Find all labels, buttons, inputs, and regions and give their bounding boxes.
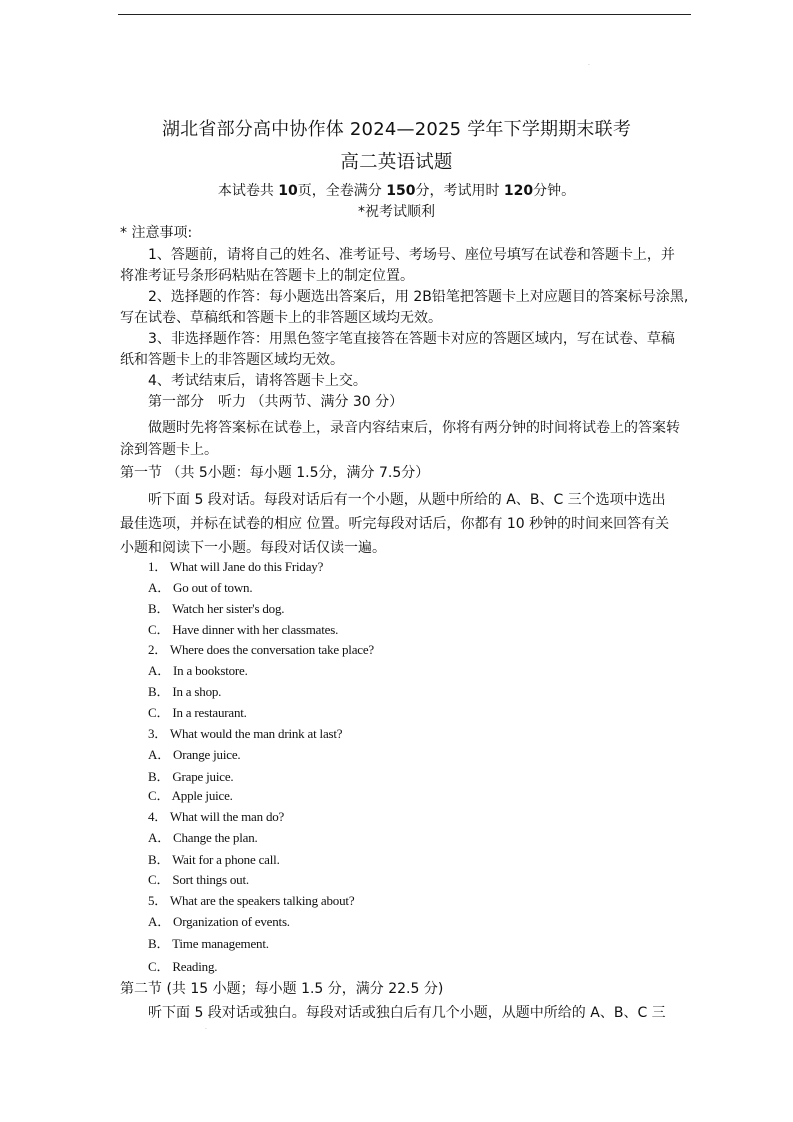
scan-dot: · — [205, 1026, 207, 1033]
section1-instr-line-3: 小题和阅读下一小题。每段对话仅读一遍。 — [120, 540, 386, 556]
note-2-line-1: 2、选择题的作答：每小题选出答案后，用 2B铅笔把答题卡上对应题目的答案标号涂黑, — [148, 289, 689, 305]
top-rule — [118, 14, 691, 15]
note-1-line-1: 1、答题前，请将自己的姓名、准考证号、考场号、座位号填写在试卷和答题卡上，并 — [148, 247, 675, 263]
q4-option-b: B． Wait for a phone call. — [148, 852, 280, 867]
q3-option-c: C． Apple juice. — [148, 788, 233, 803]
note-4: 4、考试结束后，请将答题卡上交。 — [148, 373, 367, 389]
q3-option-a: A． Orange juice. — [148, 747, 241, 762]
note-3-line-2: 纸和答题卡上的非答题区域均无效。 — [120, 352, 344, 368]
good-luck-wish: *祝考试顺利 — [358, 204, 435, 220]
part1-heading: 第一部分 听力 （共两节、满分 30 分） — [148, 394, 404, 410]
part1-intro-line-1: 做题时先将答案标在试卷上，录音内容结束后，你将有两分钟的时间将试卷上的答案转 — [148, 420, 680, 436]
notes-heading: * 注意事项: — [120, 225, 193, 241]
part1-intro-line-2: 涂到答题卡上。 — [120, 442, 218, 458]
exam-title: 湖北省部分高中协作体 2024—2025 学年下学期期末联考 — [161, 119, 632, 140]
note-1-line-2: 将准考证号条形码粘贴在答题卡上的制定位置。 — [120, 268, 414, 284]
exam-subtitle: 高二英语试题 — [340, 152, 453, 173]
q2-option-c: C． In a restaurant. — [148, 705, 247, 720]
question-1: 1． What will Jane do this Friday? — [148, 559, 324, 574]
section1-instr-line-2: 最佳选项，并标在试卷的相应 位置。听完每段对话后，你都有 10 秒钟的时间来回答有关 — [120, 516, 670, 532]
q3-option-b: B． Grape juice. — [148, 769, 234, 784]
section2-heading: 第二节 (共 15 小题；每小题 1.5 分，满分 22.5 分) — [120, 981, 444, 997]
q1-option-c: C． Have dinner with her classmates. — [148, 622, 339, 637]
section1-heading: 第一节 （共 5小题：每小题 1.5分，满分 7.5分） — [120, 465, 430, 481]
scan-dot: · — [588, 62, 590, 69]
q2-option-b: B． In a shop. — [148, 684, 222, 699]
section1-instr-line-1: 听下面 5 段对话。每段对话后有一个小题，从题中所给的 A、B、C 三个选项中选出 — [148, 492, 666, 508]
q5-option-c: C． Reading. — [148, 959, 218, 974]
q5-option-a: A． Organization of events. — [148, 914, 290, 929]
q4-option-c: C． Sort things out. — [148, 872, 249, 887]
q4-option-a: A． Change the plan. — [148, 830, 258, 845]
section2-instr-line-1: 听下面 5 段对话或独白。每段对话或独白后有几个小题，从题中所给的 A、B、C 三 — [148, 1005, 666, 1021]
question-4: 4． What will the man do? — [148, 809, 285, 824]
note-2-line-2: 写在试卷、草稿纸和答题卡上的非答题区域均无效。 — [120, 310, 442, 326]
question-5: 5． What are the speakers talking about? — [148, 893, 355, 908]
question-2: 2． Where does the conversation take place? — [148, 642, 374, 657]
exam-info: 本试卷共 10页，全卷满分 150分，考试用时 120分钟。 — [217, 183, 576, 199]
q1-option-b: B． Watch her sister's dog. — [148, 601, 285, 616]
question-3: 3． What would the man drink at last? — [148, 726, 343, 741]
q5-option-b: B． Time management. — [148, 936, 269, 951]
note-3-line-1: 3、非选择题作答：用黑色签字笔直接答在答题卡对应的答题区域内，写在试卷、草稿 — [148, 331, 675, 347]
q2-option-a: A． In a bookstore. — [148, 663, 248, 678]
q1-option-a: A． Go out of town. — [148, 580, 253, 595]
